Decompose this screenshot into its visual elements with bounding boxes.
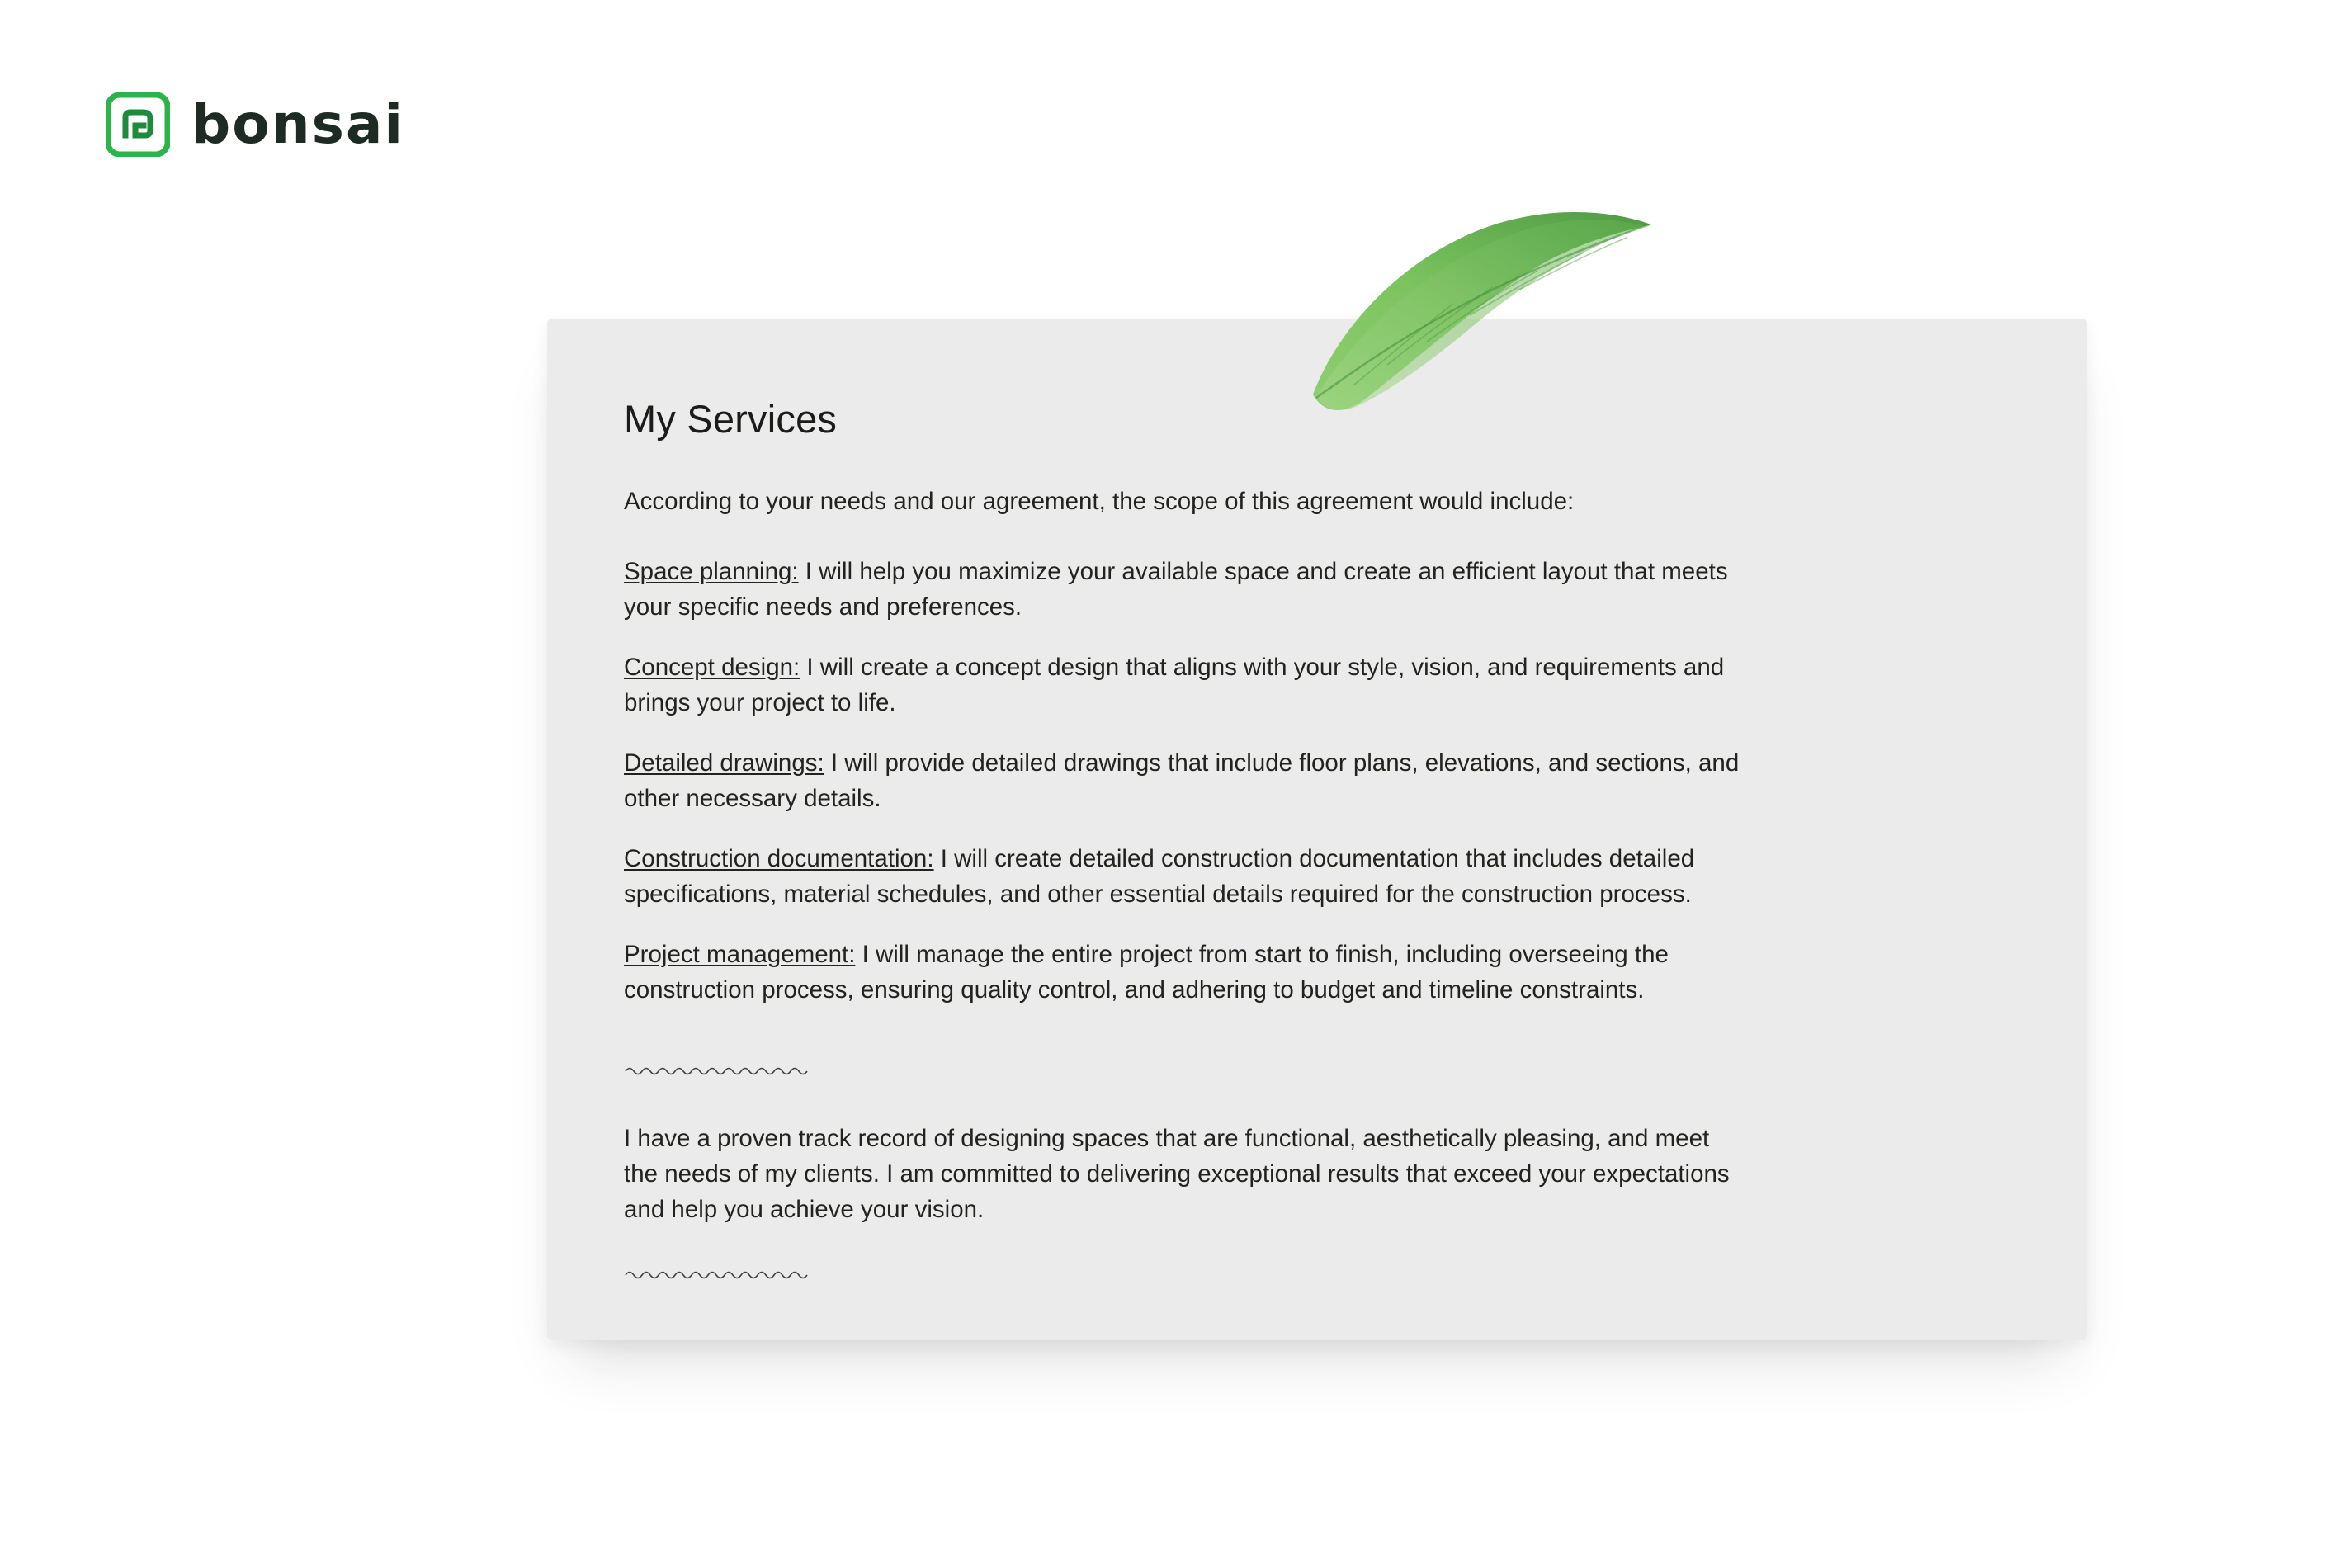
service-item [624,554,1746,625]
service-item [624,649,1746,720]
brand-logo[interactable] [106,92,404,157]
service-item [624,937,1746,1008]
service-description: I will create detailed construction documentation that includes detailed specifications, material schedules, and other essential details required for the construction process. [624,845,1695,909]
service-term: Space planning: [624,557,799,585]
service-description: I will create a concept design that aligns with your style, vision, and requirements and brings your project to life. [624,654,1725,717]
document-content [624,396,1746,1282]
service-item [624,745,1746,816]
service-description: I will manage the entire project from start to finish, including overseeing the construction process, ensuring quality control, and adhering to budget and timeline constraints. [624,941,1669,1004]
service-term: Detailed drawings: [624,749,824,777]
closing-paragraph: I have a proven track record of designing spaces that are functional, aesthetically pleasing, and meet the needs of my clients. I am committed to delivering exceptional results that exceed your expectations and help you achieve your vision. [624,1124,1730,1223]
service-item [624,841,1746,912]
intro-paragraph: According to your needs and our agreement, the scope of this agreement would include: [624,488,1575,515]
bonsai-leaf-logo-icon [106,92,170,157]
brand-name: bonsai [191,92,405,156]
service-term: Project management: [624,941,856,969]
service-term: Construction documentation: [624,845,934,873]
squiggle-divider [624,1267,815,1282]
service-description: I will provide detailed drawings that include floor plans, elevations, and sections, and other necessary details. [624,749,1740,813]
squiggle-divider [624,1063,815,1078]
service-term: Concept design: [624,654,800,681]
service-description: I will help you maximize your available space and create an efficient layout that meets your specific needs and preferences. [624,557,1728,621]
page-title: My Services [624,397,838,441]
